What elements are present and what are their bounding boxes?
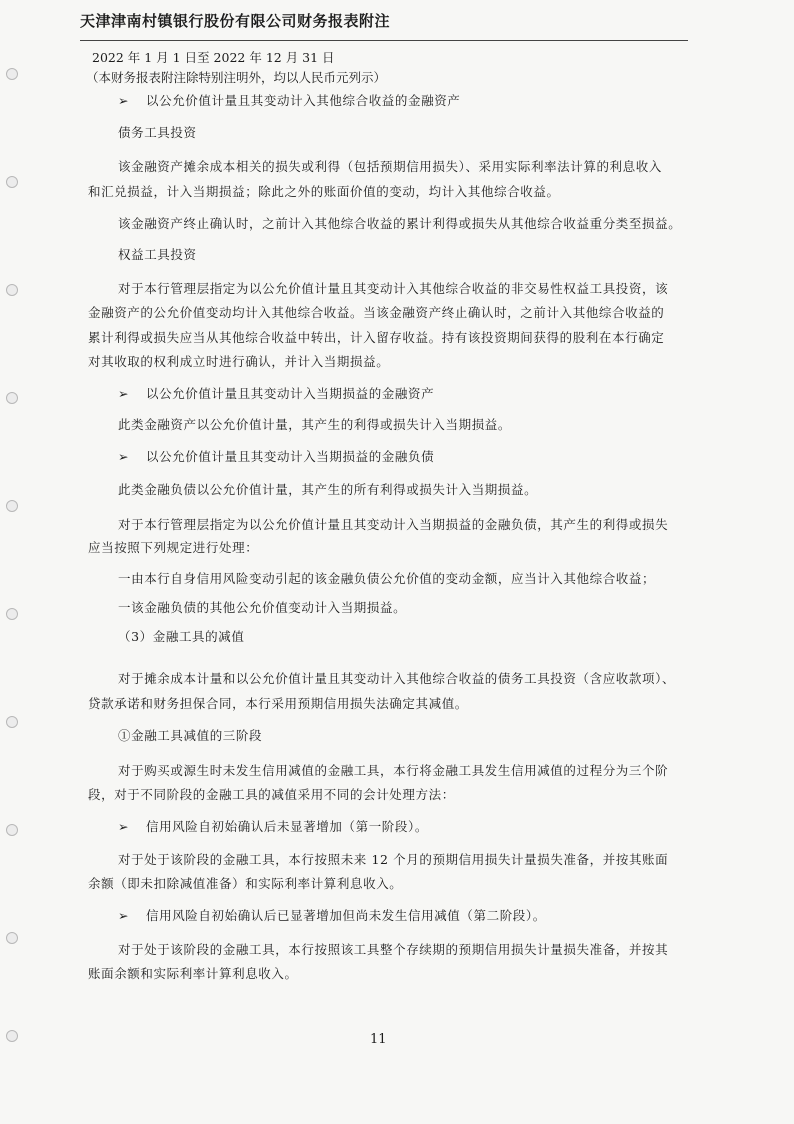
binder-hole	[6, 824, 18, 836]
paragraph-line: 对于处于该阶段的金融工具，本行按照未来 12 个月的预期信用损失计量损失准备，并按其账面	[118, 852, 669, 867]
binder-hole	[6, 284, 18, 296]
bullet-text: 信用风险自初始确认后已显著增加但尚未发生信用减值（第二阶段）。	[146, 908, 546, 923]
paragraph-line: 该金融资产终止确认时，之前计入其他综合收益的累计利得或损失从其他综合收益重分类至损益。	[118, 216, 682, 231]
header-divider	[80, 40, 688, 41]
paragraph-line: 累计利得或损失应当从其他综合收益中转出，计入留存收益。持有该投资期间获得的股利在本行确定	[88, 330, 665, 345]
bullet-text: 以公允价值计量且其变动计入其他综合收益的金融资产	[146, 93, 461, 108]
paragraph-line: 对于本行管理层指定为以公允价值计量且其变动计入其他综合收益的非交易性权益工具投资，该	[118, 281, 669, 296]
bullet-arrow-icon: ➢	[118, 819, 130, 834]
paragraph-line: 该金融资产摊余成本相关的损失或利得（包括预期信用损失）、采用实际利率法计算的利息收入	[118, 159, 662, 174]
paragraph-line: 余额（即未扣除减值准备）和实际利率计算利息收入。	[88, 876, 403, 891]
paragraph-line: 段，对于不同阶段的金融工具的减值采用不同的会计处理方法：	[88, 787, 455, 802]
subheading: 债务工具投资	[118, 125, 197, 140]
paragraph-line: 账面余额和实际利率计算利息收入。	[88, 966, 298, 981]
subheading: 权益工具投资	[118, 247, 197, 262]
report-period: 2022 年 1 月 1 日至 2022 年 12 月 31 日	[92, 50, 335, 65]
binder-hole	[6, 176, 18, 188]
paragraph-line: 金融资产的公允价值变动均计入其他综合收益。当该金融资产终止确认时，之前计入其他综合收益的	[88, 305, 665, 320]
paragraph-line: 此类金融资产以公允价值计量，其产生的利得或损失计入当期损益。	[118, 417, 512, 432]
bullet-item	[118, 444, 434, 470]
paragraph-line: 应当按照下列规定进行处理：	[88, 540, 259, 555]
page-number: 11	[370, 1032, 387, 1047]
paragraph-line: 对于购买或源生时未发生信用减值的金融工具，本行将金融工具发生信用减值的过程分为三个阶	[118, 763, 669, 778]
dash-item: 一该金融负债的其他公允价值变动计入当期损益。	[118, 600, 407, 615]
bullet-arrow-icon: ➢	[118, 908, 130, 923]
paragraph-line: 此类金融负债以公允价值计量，其产生的所有利得或损失计入当期损益。	[118, 482, 538, 497]
paragraph-line: 对于处于该阶段的金融工具，本行按照该工具整个存续期的预期信用损失计量损失准备，并按其	[118, 942, 669, 957]
paragraph-line: 贷款承诺和财务担保合同，本行采用预期信用损失法确定其减值。	[88, 696, 468, 711]
binder-hole	[6, 392, 18, 404]
document-title: 天津津南村镇银行股份有限公司财务报表附注	[80, 12, 391, 30]
binder-hole	[6, 500, 18, 512]
paragraph-line: 对于摊余成本计量和以公允价值计量且其变动计入其他综合收益的债务工具投资（含应收款项）、	[118, 671, 676, 686]
binder-hole	[6, 68, 18, 80]
binder-hole	[6, 716, 18, 728]
bullet-item	[118, 903, 546, 929]
paragraph-line: 对其收取的权利成立时进行确认，并计入当期损益。	[88, 354, 390, 369]
bullet-item	[118, 88, 460, 114]
bullet-arrow-icon: ➢	[118, 386, 130, 401]
bullet-text: 以公允价值计量且其变动计入当期损益的金融资产	[146, 386, 435, 401]
binder-hole	[6, 1030, 18, 1042]
currency-note: （本财务报表附注除特别注明外，均以人民币元列示）	[86, 70, 387, 85]
binder-hole	[6, 932, 18, 944]
bullet-arrow-icon: ➢	[118, 449, 130, 464]
subsection-heading: ①金融工具减值的三阶段	[118, 728, 263, 743]
binder-hole	[6, 608, 18, 620]
paragraph-line: 对于本行管理层指定为以公允价值计量且其变动计入当期损益的金融负债，其产生的利得或损失	[118, 517, 669, 532]
bullet-text: 信用风险自初始确认后未显著增加（第一阶段）。	[146, 819, 428, 834]
bullet-item	[118, 381, 434, 407]
bullet-text: 以公允价值计量且其变动计入当期损益的金融负债	[146, 449, 435, 464]
bullet-arrow-icon: ➢	[118, 93, 130, 108]
paragraph-line: 和汇兑损益，计入当期损益；除此之外的账面价值的变动，均计入其他综合收益。	[88, 184, 560, 199]
bullet-item	[118, 814, 428, 840]
section-heading: （3）金融工具的减值	[118, 629, 245, 644]
dash-item: 一由本行自身信用风险变动引起的该金融负债公允价值的变动金额，应当计入其他综合收益；	[118, 571, 656, 586]
